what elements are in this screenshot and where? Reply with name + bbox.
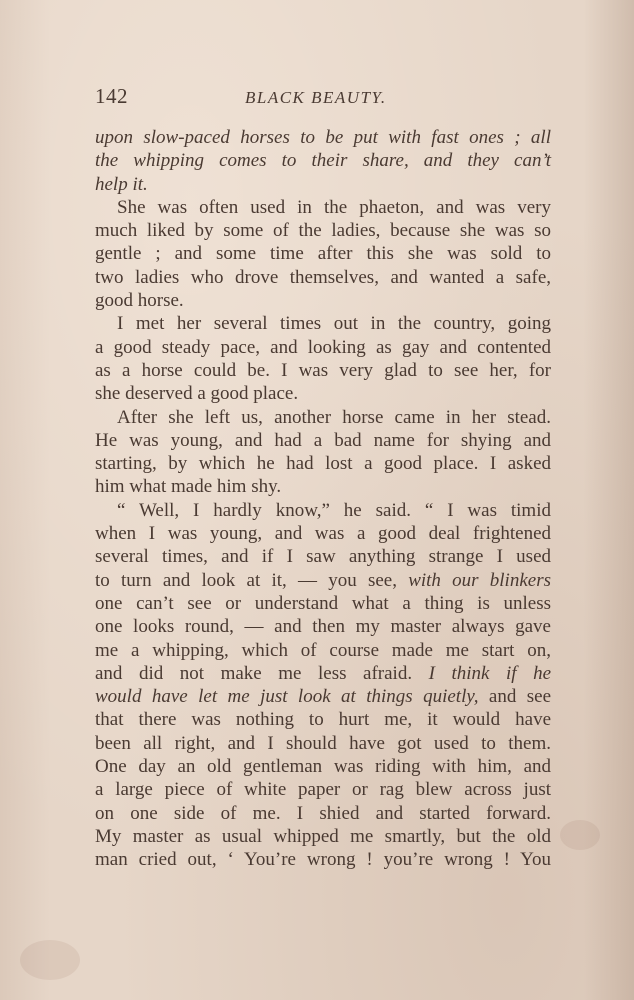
text-line bbox=[95, 242, 551, 265]
text-segment: me a whipping, which of course made me start on, bbox=[95, 639, 551, 661]
italic-text: with our blinkers bbox=[408, 569, 551, 591]
text-segment: one can’t see or understand what a thing is unless bbox=[95, 592, 551, 614]
italic-text: would have let me just look at things quietly, bbox=[95, 686, 479, 708]
book-page bbox=[95, 84, 552, 871]
paper-stain bbox=[560, 820, 600, 850]
italic-text: the whipping comes to their share, and they can’t bbox=[95, 150, 551, 172]
text-segment: as a horse could be. I was very glad to see her, for bbox=[95, 359, 551, 381]
italic-text: I think if he bbox=[428, 662, 552, 684]
page-number: 142 bbox=[95, 84, 128, 108]
text-segment: when I was young, and was a good deal frightened bbox=[95, 523, 551, 545]
italic-text: help it. bbox=[95, 173, 148, 195]
text-segment: that there was nothing to hurt me, it would have bbox=[95, 709, 551, 731]
text-segment: She was often used in the phaeton, and was very bbox=[117, 196, 551, 218]
text-segment: him what made him shy. bbox=[95, 476, 282, 498]
text-line bbox=[95, 406, 551, 429]
text-line bbox=[95, 452, 551, 475]
text-line bbox=[95, 289, 551, 312]
text-line bbox=[95, 825, 551, 848]
text-segment: I met her several times out in the country, going bbox=[117, 313, 551, 335]
text-segment: she deserved a good place. bbox=[95, 383, 299, 405]
italic-text: upon slow-paced horses to be put with fast ones ; all bbox=[95, 127, 551, 148]
text-line bbox=[95, 802, 551, 825]
text-line bbox=[95, 685, 551, 708]
text-segment: to turn and look at it, — you see, bbox=[95, 569, 409, 591]
text-line bbox=[95, 522, 551, 545]
text-segment: been all right, and I should have got used to them. bbox=[95, 732, 551, 754]
text-line bbox=[95, 359, 551, 382]
text-line bbox=[95, 266, 551, 289]
text-segment: He was young, and had a bad name for shying and bbox=[95, 429, 551, 451]
text-segment: gentle ; and some time after this she was sold to bbox=[95, 243, 551, 265]
text-line bbox=[95, 173, 551, 196]
text-line bbox=[95, 499, 551, 522]
text-line bbox=[95, 382, 551, 405]
text-line bbox=[95, 312, 551, 335]
body-text bbox=[95, 126, 551, 872]
text-line bbox=[95, 755, 551, 778]
paper-stain bbox=[20, 940, 80, 980]
text-line bbox=[95, 732, 551, 755]
text-line bbox=[95, 219, 551, 242]
text-segment: one looks round, — and then my master always gave bbox=[95, 616, 551, 638]
text-line bbox=[95, 149, 551, 172]
text-segment: After she left us, another horse came in her stead. bbox=[117, 406, 551, 428]
text-segment: two ladies who drove themselves, and wanted a safe, bbox=[95, 266, 551, 288]
text-line bbox=[95, 196, 551, 219]
text-line bbox=[95, 639, 551, 662]
text-segment: My master as usual whipped me smartly, but the old bbox=[95, 825, 551, 847]
text-line bbox=[95, 126, 551, 149]
running-head bbox=[95, 84, 551, 112]
book-title: BLACK BEAUTY. bbox=[245, 88, 387, 107]
text-segment: good horse. bbox=[95, 290, 184, 312]
text-segment: much liked by some of the ladies, because she was so bbox=[95, 220, 551, 242]
text-segment: on one side of me. I shied and started forward. bbox=[95, 802, 551, 824]
text-line bbox=[95, 429, 551, 452]
text-segment: a good steady pace, and looking as gay and contented bbox=[95, 336, 551, 358]
text-segment: One day an old gentleman was riding with him, and bbox=[95, 756, 551, 778]
text-line bbox=[95, 615, 551, 638]
text-line bbox=[95, 569, 551, 592]
text-segment: “ Well, I hardly know,” he said. “ I was timid bbox=[117, 499, 551, 521]
text-line bbox=[95, 475, 551, 498]
text-segment: man cried out, ‘ You’re wrong ! you’re wrong ! You bbox=[95, 849, 551, 871]
text-segment: starting, by which he had lost a good place. I asked bbox=[95, 453, 551, 475]
text-segment: and see bbox=[478, 686, 551, 708]
text-line bbox=[95, 708, 551, 731]
text-line bbox=[95, 336, 551, 359]
text-line bbox=[95, 545, 551, 568]
text-segment: and did not make me less afraid. bbox=[95, 662, 429, 684]
text-segment: several times, and if I saw anything strange I used bbox=[95, 546, 551, 568]
text-line bbox=[95, 662, 551, 685]
text-segment: a large piece of white paper or rag blew across just bbox=[95, 779, 551, 801]
text-line bbox=[95, 592, 551, 615]
text-line bbox=[95, 848, 551, 871]
text-line bbox=[95, 778, 551, 801]
